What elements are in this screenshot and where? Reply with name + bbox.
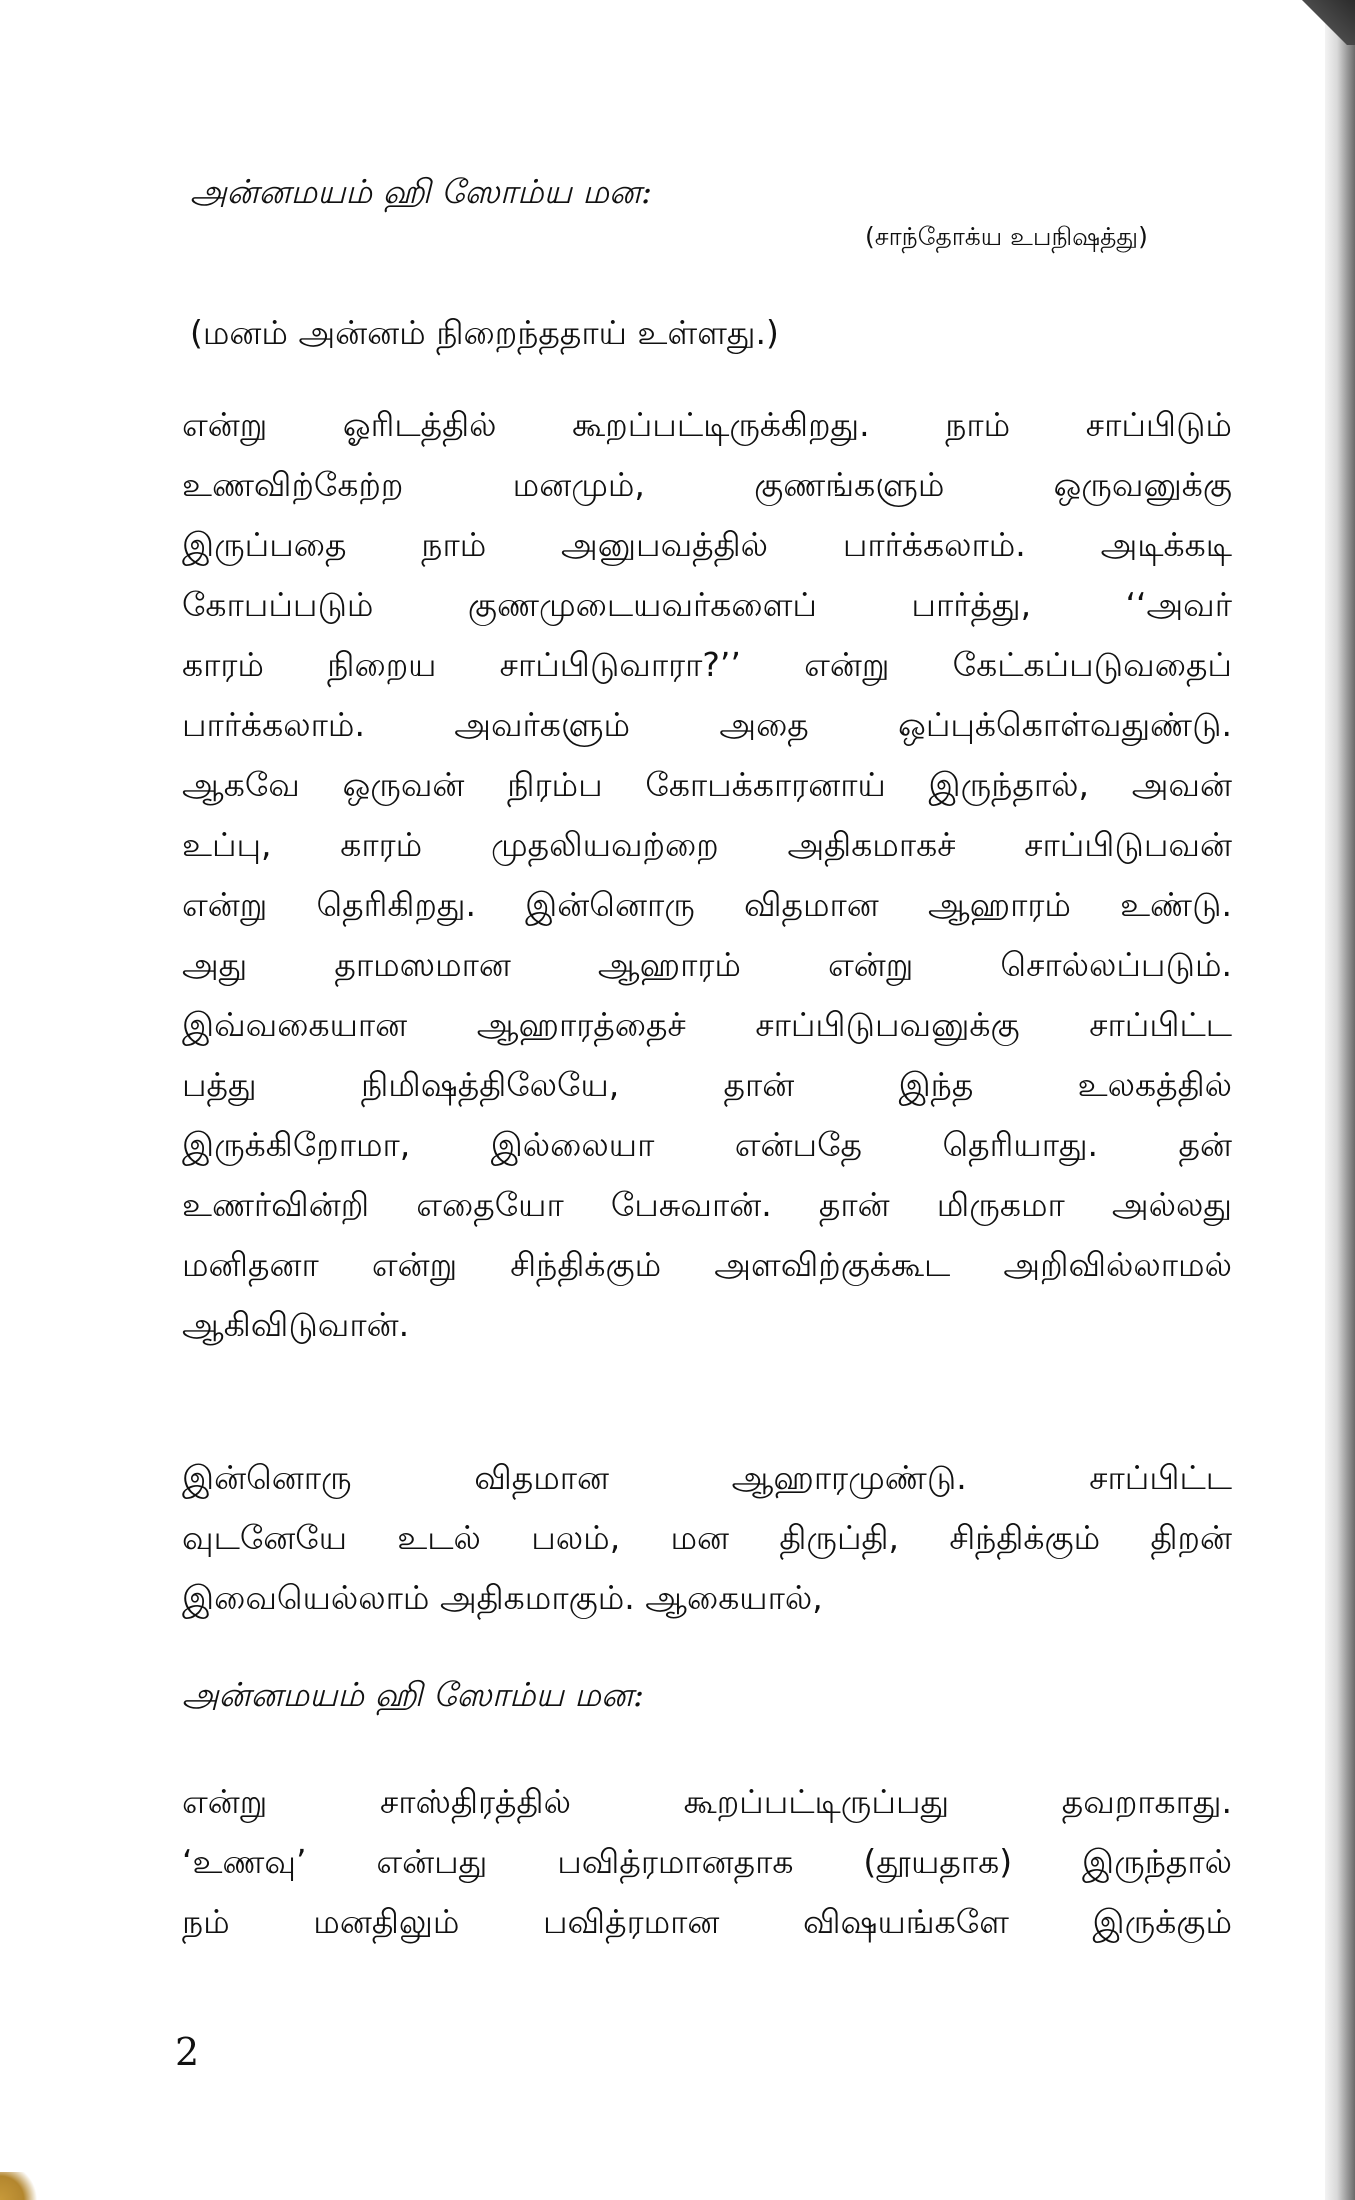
paragraph-line: இன்னொரு விதமான ஆஹாரமுண்டு. சாப்பிட்ட bbox=[182, 1458, 1232, 1497]
quote-source: (சாந்தோக்ய உபநிஷத்து) bbox=[865, 222, 1148, 251]
page-number: 2 bbox=[175, 2030, 200, 2074]
paragraph-line: ஆகவே ஒருவன் நிரம்ப கோபக்காரனாய் இருந்தால், அவன் bbox=[182, 765, 1232, 804]
paragraph-line: ஆகிவிடுவான். bbox=[182, 1305, 410, 1344]
paragraph-line: அது தாமஸமான ஆஹாரம் என்று சொல்லப்படும். bbox=[182, 945, 1232, 984]
paragraph-line: காரம் நிறைய சாப்பிடுவாரா?’’ என்று கேட்கப்படுவதைப் bbox=[182, 645, 1232, 684]
paragraph-line: ‘உணவு’ என்பது பவித்ரமானதாக (தூயதாக) இருந்தால் bbox=[182, 1842, 1232, 1881]
paragraph-line: உணவிற்கேற்ற மனமும், குணங்களும் ஒருவனுக்கு bbox=[182, 465, 1232, 504]
paragraph-line: வுடனேயே உடல் பலம், மன திருப்தி, சிந்திக்கும் திறன் bbox=[182, 1518, 1232, 1557]
table-corner bbox=[0, 2172, 45, 2200]
paragraph-2 bbox=[182, 1448, 1232, 1628]
paragraph-line: பார்க்கலாம். அவர்களும் அதை ஒப்புக்கொள்வதுண்டு. bbox=[182, 705, 1232, 744]
paragraph-line: மனிதனா என்று சிந்திக்கும் அளவிற்குக்கூட அறிவில்லாமல் bbox=[182, 1245, 1232, 1284]
page-edge-shadow bbox=[1325, 0, 1355, 2200]
page-corner-shadow bbox=[1295, 0, 1355, 45]
paragraph-line: இருப்பதை நாம் அனுபவத்தில் பார்க்கலாம். அடிக்கடி bbox=[182, 525, 1232, 564]
paragraph-line: நம் மனதிலும் பவித்ரமான விஷயங்களே இருக்கும் bbox=[182, 1902, 1232, 1941]
sanskrit-quote: அன்னமயம் ஹி ஸோம்ய மன: bbox=[190, 172, 653, 211]
paragraph-line: இவையெல்லாம் அதிகமாகும். ஆகையால், bbox=[182, 1578, 823, 1617]
paragraph-line: என்று சாஸ்திரத்தில் கூறப்பட்டிருப்பது தவறாகாது. bbox=[182, 1782, 1232, 1821]
paragraph-1 bbox=[182, 395, 1232, 1355]
paragraph-3 bbox=[182, 1772, 1232, 1952]
paragraph-line: கோபப்படும் குணமுடையவர்களைப் பார்த்து, ‘‘அவர் bbox=[182, 585, 1232, 624]
paragraph-line: பத்து நிமிஷத்திலேயே, தான் இந்த உலகத்தில் bbox=[182, 1065, 1232, 1104]
sanskrit-quote-repeat: அன்னமயம் ஹி ஸோம்ய மன: bbox=[182, 1675, 645, 1714]
paragraph-line: இவ்வகையான ஆஹாரத்தைச் சாப்பிடுபவனுக்கு சாப்பிட்ட bbox=[182, 1005, 1232, 1044]
paragraph-line: என்று தெரிகிறது. இன்னொரு விதமான ஆஹாரம் உண்டு. bbox=[182, 885, 1232, 924]
paragraph-line: உப்பு, காரம் முதலியவற்றை அதிகமாகச் சாப்பிடுபவன் bbox=[182, 825, 1232, 864]
quote-meaning: (மனம் அன்னம் நிறைந்ததாய் உள்ளது.) bbox=[190, 313, 779, 352]
paragraph-line: இருக்கிறோமா, இல்லையா என்பதே தெரியாது. தன் bbox=[182, 1125, 1232, 1164]
paragraph-line: உணர்வின்றி எதையோ பேசுவான். தான் மிருகமா அல்லது bbox=[182, 1185, 1232, 1224]
paragraph-line: என்று ஓரிடத்தில் கூறப்பட்டிருக்கிறது. நாம் சாப்பிடும் bbox=[182, 405, 1232, 444]
